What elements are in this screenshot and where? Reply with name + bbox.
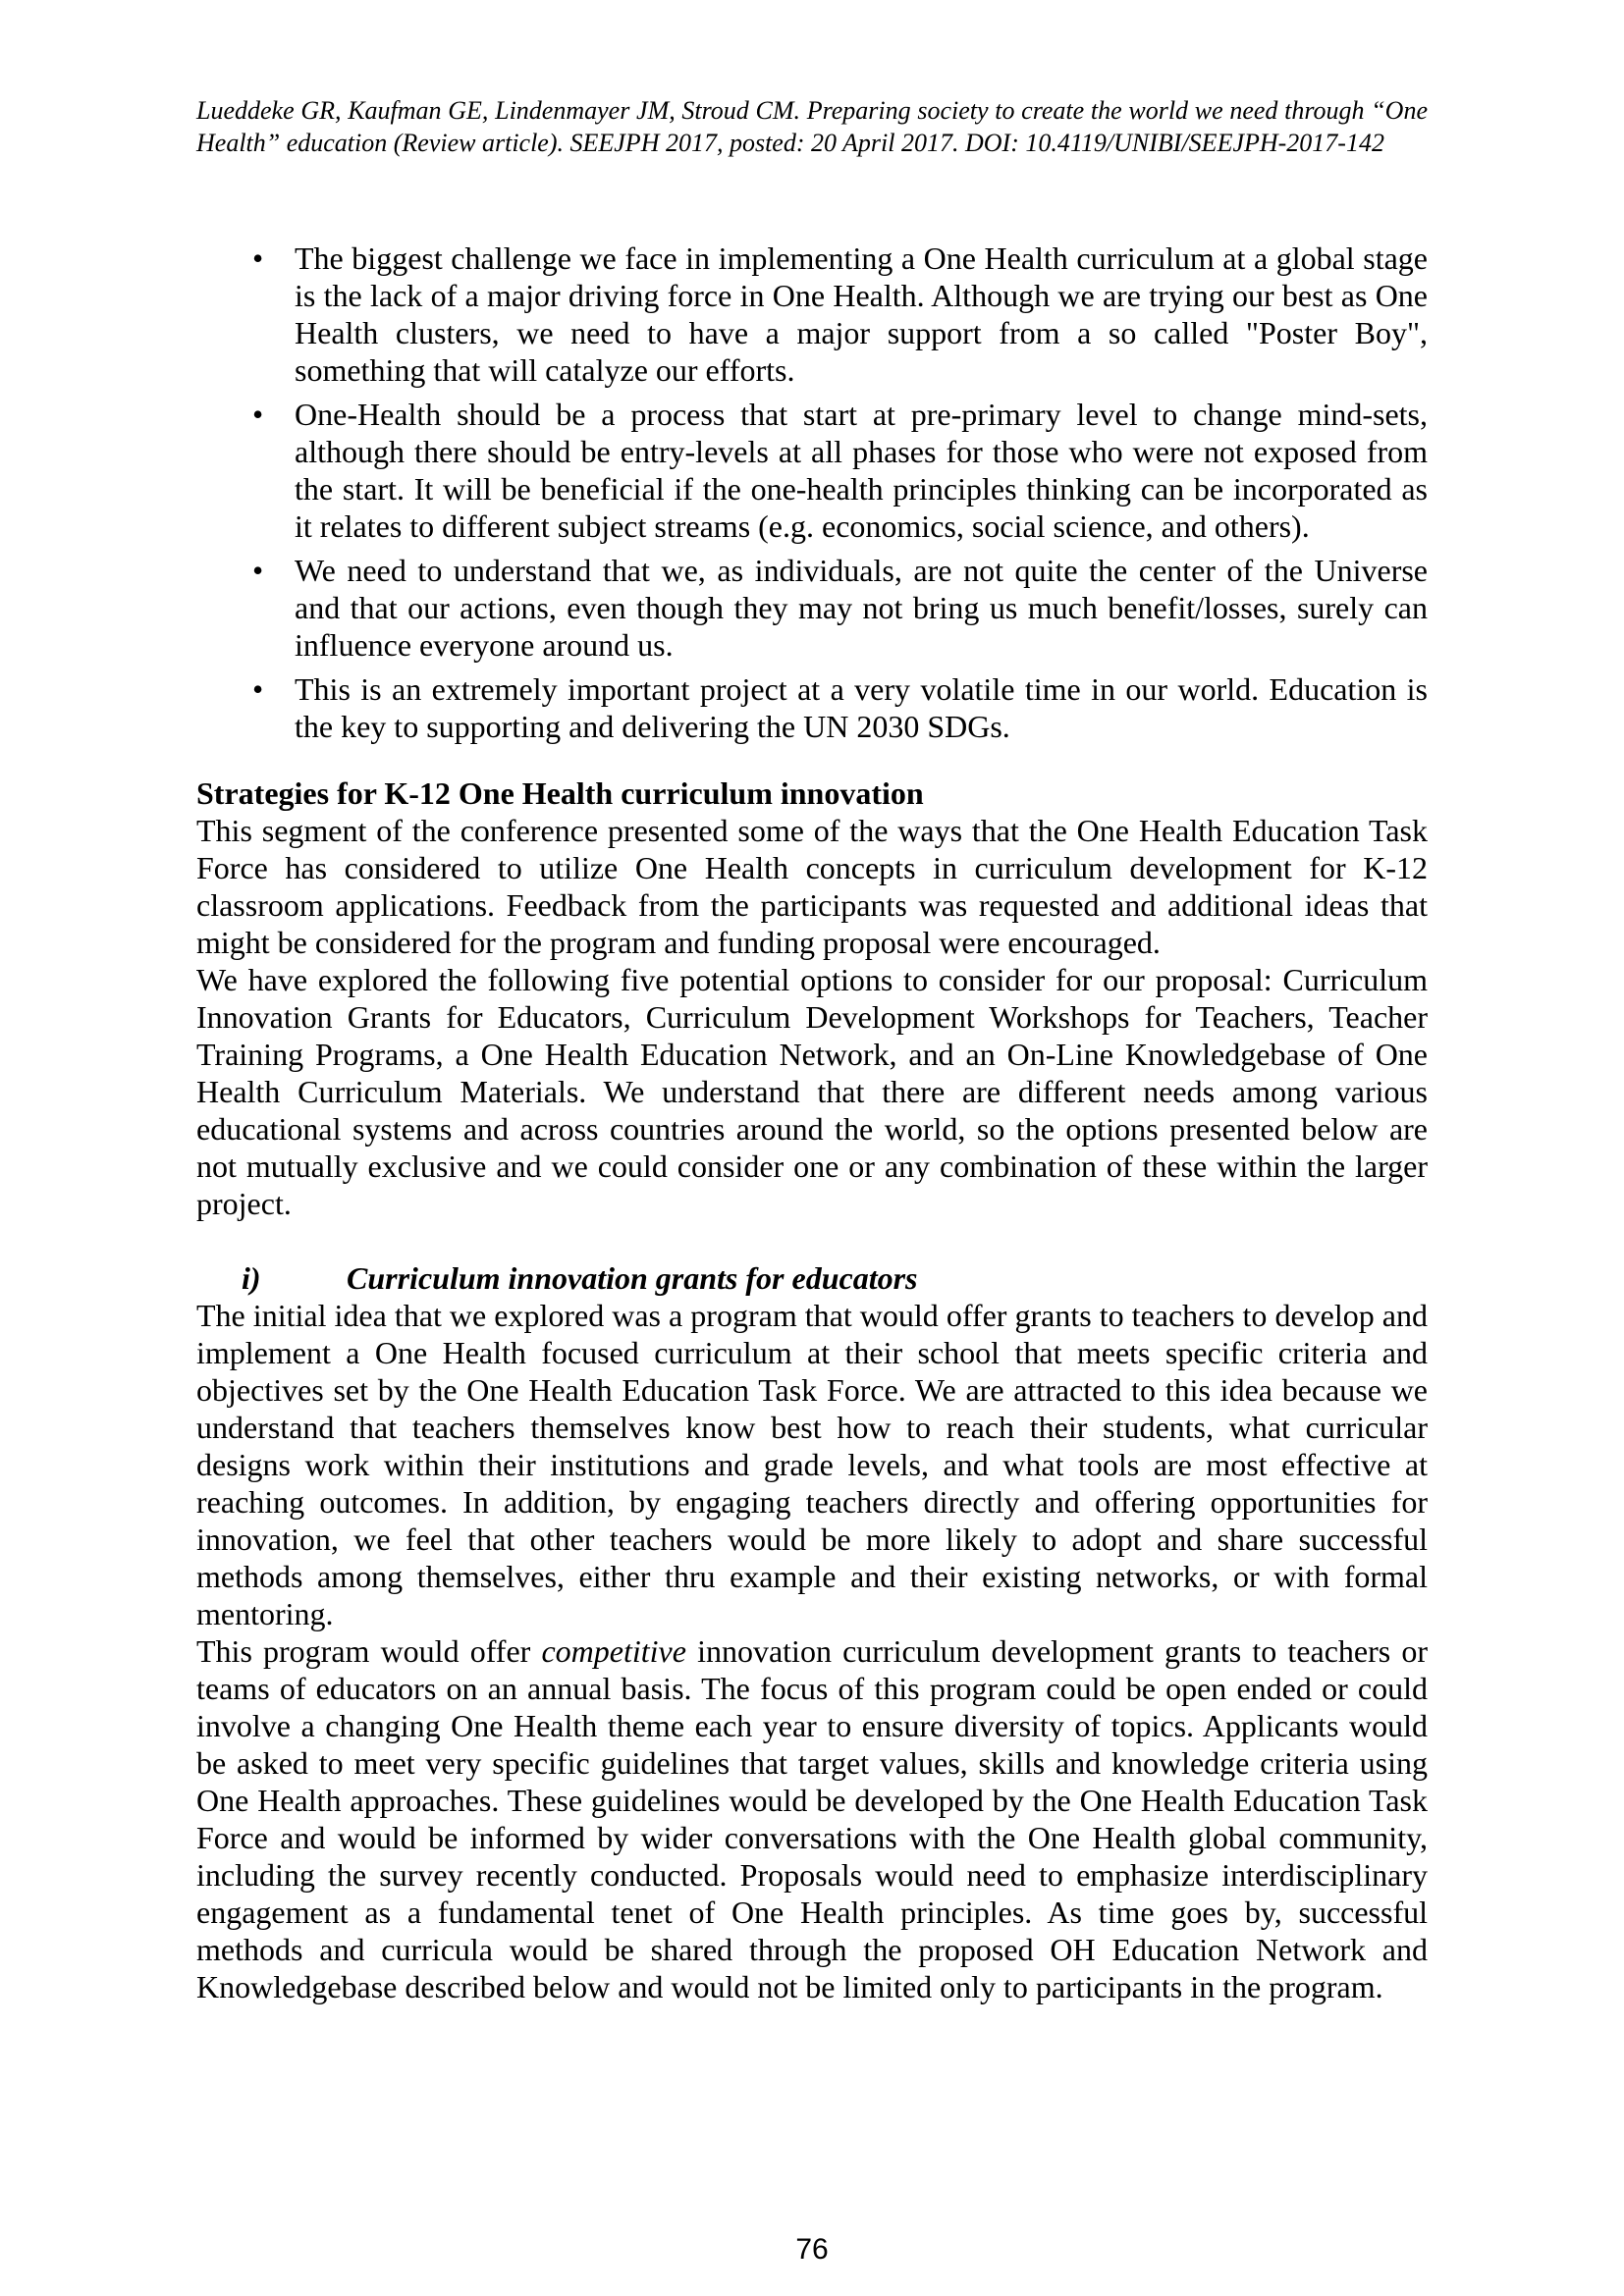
emphasized-word: competitive (541, 1633, 686, 1669)
page-footer (0, 2233, 1624, 2267)
subsection-heading (196, 1259, 1428, 1297)
bullet-text: This is an extremely important project at a very volatile time in our world. Education is the key to supporting and delivering the UN 2030 SDGs. (295, 671, 1428, 744)
bullet-icon: • (252, 397, 264, 432)
list-item (196, 670, 1428, 745)
subsection-title: Curriculum innovation grants for educators (347, 1260, 918, 1296)
subsection-paragraph-1: The initial idea that we explored was a program that would offer grants to teachers to develop and implement a One Health focused curriculum at their school that meets specific criteria and objectives set by the One Health Education Task Force. We are attracted to this idea because we understand that teachers themselves know best how to reach their students, what curricular designs work within their institutions and grade levels, and what tools are most effective at reaching outcomes. In addition, by engaging teachers directly and offering opportunities for innovation, we feel that other teachers would be more likely to adopt and share successful methods among themselves, either thru example and their existing networks, or with formal mentoring. (196, 1298, 1428, 1631)
header-citation: Lueddeke GR, Kaufman GE, Lindenmayer JM, Stroud CM. Preparing society to create the world we need through “One Health” education (Review article). SEEJPH 2017, posted: 20 April 2017. DOI: 10.4119/UNIBI/SEEJPH-2017-142 (196, 96, 1428, 157)
subsection-numeral: i) (242, 1260, 261, 1296)
section-heading: Strategies for K-12 One Health curriculum innovation (196, 775, 924, 811)
bullet-text: One-Health should be a process that start at pre-primary level to change mind-sets, although there should be entry-levels at all phases for those who were not exposed from the start. It will be beneficial if the one-health principles thinking can be incorporated as it relates to different subject streams (e.g. economics, social science, and others). (295, 397, 1428, 544)
page-content (196, 94, 1428, 2005)
section-paragraph-1: This segment of the conference presented some of the ways that the One Health Education Task Force has considered to utilize One Health concepts in curriculum development for K-12 classroom applications. Feedback from the participants was requested and additional ideas that might be considered for the program and funding proposal were encouraged. (196, 813, 1428, 960)
bullet-icon: • (252, 671, 264, 707)
section-paragraph-2: We have explored the following five potential options to consider for our proposal: Curriculum Innovation Grants for Educators, Curriculum Development Workshops for Teachers, Teacher Training Programs, a One Health Education Network, and an On-Line Knowledgebase of One Health Curriculum Materials. We understand that there are different needs among various educational systems and across countries around the world, so the options presented below are not mutually exclusive and we could consider one or any combination of these within the larger project. (196, 962, 1428, 1221)
bullet-text: The biggest challenge we face in implementing a One Health curriculum at a global stage is the lack of a major driving force in One Health. Although we are trying our best as One Health clusters, we need to have a major support from a so called "Poster Boy", something that will catalyze our efforts. (295, 240, 1428, 388)
bullet-icon: • (252, 553, 264, 588)
bullet-text: We need to understand that we, as individuals, are not quite the center of the Universe and that our actions, even though they may not bring us much benefit/losses, surely can influence everyone around us. (295, 553, 1428, 663)
subsection-paragraph-2-end: innovation curriculum development grants to teachers or teams of educators on an annual basis. The focus of this program could be open ended or could involve a changing One Health theme each year to ensure diversity of topics. Applicants would be asked to meet very specific guidelines that target values, skills and knowledge criteria using One Health approaches. These guidelines would be developed by the One Health Education Task Force and would be informed by wider conversations with the One Health global community, including the survey recently conducted. Proposals would need to emphasize interdisciplinary engagement as a fundamental tenet of One Health principles. As time goes by, successful methods and curricula would be shared through the proposed OH Education Network and Knowledgebase described below and would not be limited only to participants in the program. (196, 1633, 1429, 2004)
bullet-list (196, 240, 1428, 745)
subsection-paragraph-2-start: This program would offer (196, 1633, 542, 1669)
bullet-icon: • (252, 240, 264, 276)
list-item (196, 396, 1428, 545)
page-number: 76 (795, 2233, 829, 2266)
subsection-paragraph-2 (196, 1632, 1428, 2005)
list-item (196, 552, 1428, 664)
list-item (196, 240, 1428, 389)
